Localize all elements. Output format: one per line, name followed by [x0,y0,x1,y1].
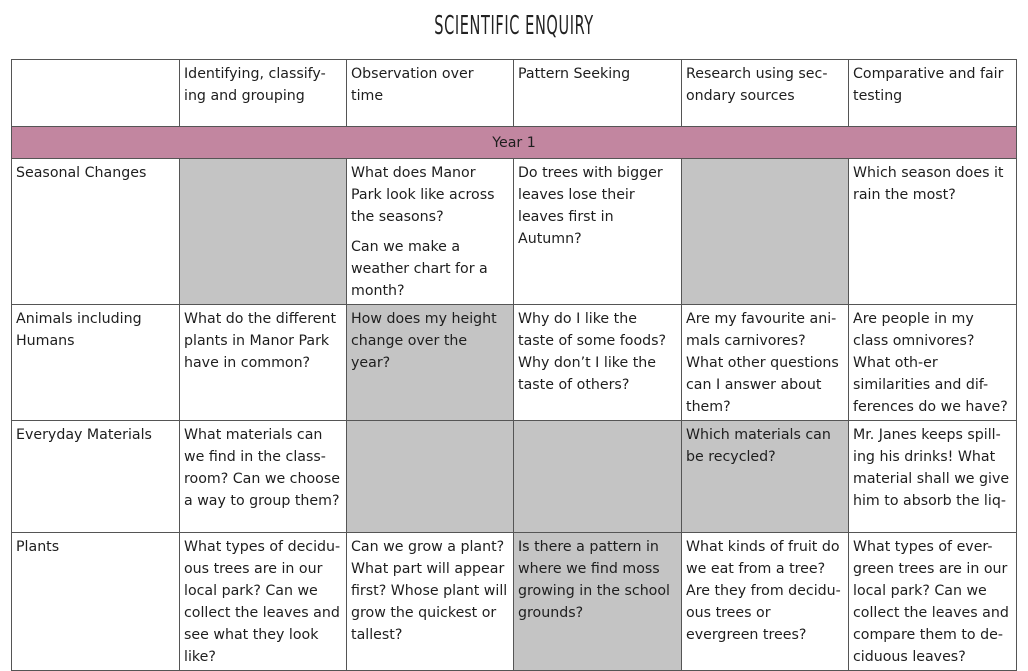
topic-cell: Seasonal Changes [12,159,180,305]
question-cell: What kinds of fruit do we eat from a tree? Are they from decidu-ous trees or evergreen trees? [682,533,849,671]
question-text: Can we make a weather chart for a month? [351,239,488,299]
page-title: SCIENTIFIC ENQUIRY [434,11,594,41]
question-cell: What materials can we find in the class-room? Can we choose a way to group them? [180,421,347,533]
question-cell [347,159,514,305]
header-cell-identifying: Identifying, classify-ing and grouping [180,60,347,127]
question-cell: Why do I like the taste of some foods? Why don’t I like the taste of others? [514,305,682,421]
enquiry-table [11,59,1017,671]
question-cell: Are people in my class omnivores? What oth-er similarities and dif-ferences do we have? [849,305,1017,421]
topic-cell: Plants [12,533,180,671]
topic-cell: Everyday Materials [12,421,180,533]
topic-cell: Animals including Humans [12,305,180,421]
header-cell-observation: Observation over time [347,60,514,127]
year-label: Year 1 [12,127,1017,159]
header-cell-corner [12,60,180,127]
question-cell: How does my height change over the year? [347,305,514,421]
question-cell: Are my favourite ani-mals carnivores? What other questions can I answer about them? [682,305,849,421]
question-cell: Which season does it rain the most? [849,159,1017,305]
empty-cell [514,421,682,533]
header-row [12,60,1017,127]
empty-cell [682,159,849,305]
question-cell: Can we grow a plant? What part will appear first? Whose plant will grow the quickest or tallest? [347,533,514,671]
question-cell: Mr. Janes keeps spill-ing his drinks! What material shall we give him to absorb the liq- [849,421,1017,533]
header-cell-research: Research using sec-ondary sources [682,60,849,127]
question-cell: Do trees with bigger leaves lose their leaves first in Autumn? [514,159,682,305]
empty-cell [180,159,347,305]
question-cell: What types of decidu-ous trees are in our local park? Can we collect the leaves and see what they look like? [180,533,347,671]
table-row [12,305,1017,421]
header-cell-pattern: Pattern Seeking [514,60,682,127]
question-cell: Is there a pattern in where we find moss growing in the school grounds? [514,533,682,671]
question-cell: What do the different plants in Manor Park have in common? [180,305,347,421]
table-row [12,421,1017,533]
question-text: What does Manor Park look like across the seasons? [351,165,495,225]
question-cell: Which materials can be recycled? [682,421,849,533]
table-row [12,533,1017,671]
header-cell-comparative: Comparative and fair testing [849,60,1017,127]
empty-cell [347,421,514,533]
year-band-row [12,127,1017,159]
question-cell: What types of ever-green trees are in our local park? Can we collect the leaves and compare them to de-ciduous leaves? [849,533,1017,671]
table-row [12,159,1017,305]
